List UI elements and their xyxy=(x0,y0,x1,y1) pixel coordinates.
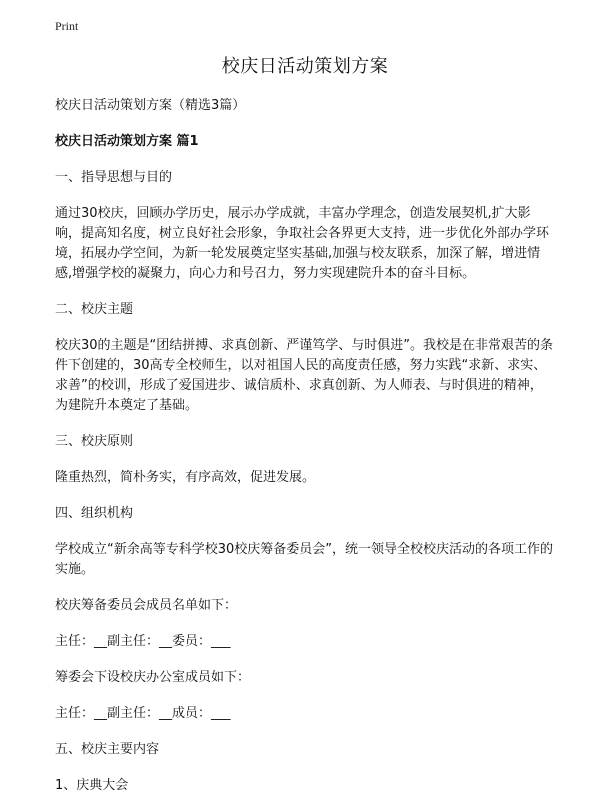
document-subtitle: 校庆日活动策划方案（精选3篇） xyxy=(55,98,246,113)
paragraph-organization: 学校成立“新余高等专科学校30校庆筹备委员会”，统一领导全校校庆活动的各项工作的实施。 xyxy=(55,542,554,577)
section-heading: 校庆日活动策划方案 篇1 xyxy=(55,134,199,149)
paragraph-guiding-ideology: 通过30校庆，回顾办学历史，展示办学成就，丰富办学理念，创造发展契机,扩大影响，提高知名度，树立良好社会形象，争取社会各界更大支持，进一步优化外部办学环境，拓展办学空间，为新一轮发展奠定坚实基础,加强与校友联系，加深了解，增进情感,增强学校的凝聚力，向心力和号召力，努力实现建院升本的奋斗目标。 xyxy=(55,206,550,281)
committee-roles-line: 主任：__副主任：__委员：___ xyxy=(55,634,231,649)
item-ceremony: 1、庆典大会 xyxy=(55,778,129,793)
office-list-intro: 筹委会下设校庆办公室成员如下： xyxy=(55,670,251,685)
paragraph-principles: 隆重热烈，简朴务实，有序高效，促进发展。 xyxy=(55,470,316,485)
heading-theme: 二、校庆主题 xyxy=(55,302,134,317)
print-label: Print xyxy=(55,19,79,33)
paragraph-theme: 校庆30的主题是“团结拼搏、求真创新、严谨笃学、与时俱进”。我校是在非常艰苦的条件下创建的，30高专全校师生，以对祖国人民的高度责任感，努力实践“求新、求实、求善”的校训，形成了爱国进步、诚信质朴、求真创新、为人师表、与时俱进的精神，为建院升本奠定了基础。 xyxy=(55,338,554,413)
heading-main-content: 五、校庆主要内容 xyxy=(55,742,160,757)
page-title: 校庆日活动策划方案 xyxy=(221,56,389,77)
heading-guiding-ideology: 一、指导思想与目的 xyxy=(55,170,173,185)
office-roles-line: 主任：__副主任：__成员：___ xyxy=(55,706,231,721)
heading-principles: 三、校庆原则 xyxy=(55,434,134,449)
committee-list-intro: 校庆筹备委员会成员名单如下： xyxy=(55,598,238,613)
heading-organization: 四、组织机构 xyxy=(55,506,134,521)
document-body xyxy=(55,52,555,812)
